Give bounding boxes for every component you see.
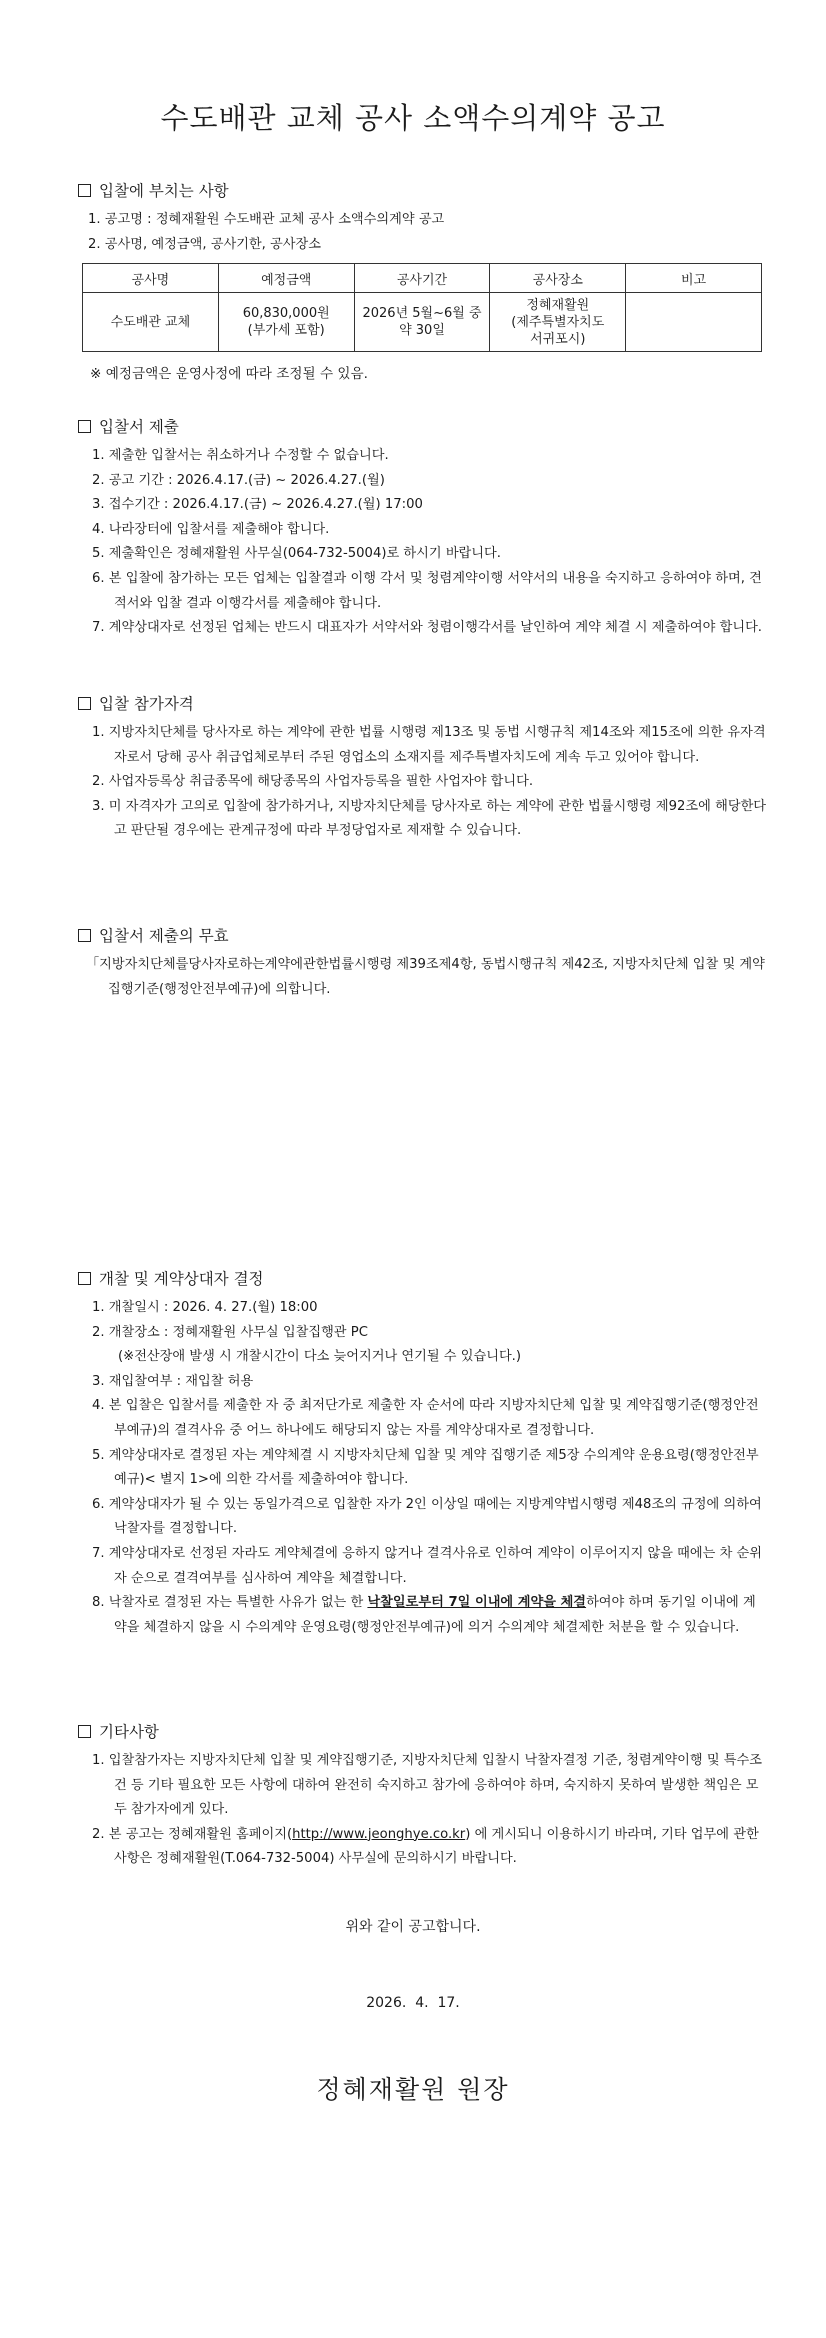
list-item: 3. 접수기간 : 2026.4.17.(금) ~ 2026.4.27.(월) 17:00 <box>92 497 423 513</box>
section-bid-submission <box>78 416 768 641</box>
list-item: 6. 본 입찰에 참가하는 모든 업체는 입찰결과 이행 각서 및 청렴계약이행 서약서의 내용을 숙지하고 응하여야 하며, 견적서와 입찰 결과 이행각서를 제출해야 합니다. <box>92 570 762 611</box>
table-cell: 60,830,000원 (부가세 포함) <box>218 293 354 352</box>
table-cell: 수도배관 교체 <box>83 293 219 352</box>
checkbox-square-icon <box>78 1725 91 1738</box>
list-item: 6. 계약상대자가 될 수 있는 동일가격으로 입찰한 자가 2인 이상일 때에는 지방계약법시행령 제48조의 규정에 의하여 낙찰자를 결정합니다. <box>92 1496 762 1537</box>
table-header: 공사기간 <box>354 264 490 293</box>
list-item: 2. 사업자등록상 취급종목에 해당종목의 사업자등록을 필한 사업자야 합니다. <box>92 774 534 790</box>
table-header: 공사장소 <box>490 264 626 293</box>
list-item: 4. 나라장터에 입찰서를 제출해야 합니다. <box>92 521 330 537</box>
contract-deadline-emphasis: 낙찰일로부터 7일 이내에 계약을 체결 <box>367 1595 587 1611</box>
list-item: 1. 개찰일시 : 2026. 4. 27.(월) 18:00 <box>92 1300 318 1315</box>
section-bid-items <box>78 180 768 382</box>
list-item: 8. 낙찰자로 결정된 자는 특별한 사유가 없는 한 낙찰일로부터 7일 이내에 계약을 체결하여야 하며 동기일 이내에 계약을 체결하지 않을 시 수의계약 운영요령(행정안전부예규)에 의거 수의계약 체결제한 처분을 할 수 있습니다. <box>92 1595 756 1635</box>
list-item: 2. 공사명, 예정금액, 공사기한, 공사장소 <box>88 236 322 252</box>
checkbox-square-icon <box>78 697 91 710</box>
bid-table <box>82 263 762 352</box>
table-cell: 정혜재활원 (제주특별자치도 서귀포시) <box>490 293 626 352</box>
table-cell: 2026년 5월~6월 중 약 30일 <box>354 293 490 352</box>
list-item: 1. 공고명 : 정혜재활원 수도배관 교체 공사 소액수의계약 공고 <box>88 212 445 227</box>
list-item: 1. 제출한 입찰서는 취소하거나 수정할 수 없습니다. <box>92 448 389 463</box>
checkbox-square-icon <box>78 1272 91 1285</box>
list-item: 「지방자치단체를당사자로하는계약에관한법률시행령 제39조제4항, 동법시행규칙 제42조, 지방자치단체 입찰 및 계약집행기준(행정안전부예규)에 의합니다. <box>86 957 765 997</box>
list-item: 3. 재입찰여부 : 재입찰 허용 <box>92 1373 254 1389</box>
list-item: 5. 제출확인은 정혜재활원 사무실(064-732-5004)로 하시기 바랍니다. <box>92 546 501 562</box>
checkbox-square-icon <box>78 929 91 942</box>
section-heading: 입찰에 부치는 사항 <box>78 180 768 202</box>
section-heading: 입찰서 제출 <box>78 416 768 438</box>
list-item: 7. 계약상대자로 선정된 자라도 계약체결에 응하지 않거나 결격사유로 인하여 계약이 이루어지지 않을 때에는 차 순위 자 순으로 결격여부를 심사하여 계약을 체결합니다. <box>92 1545 763 1586</box>
list-item: 2. 개찰장소 : 정혜재활원 사무실 입찰집행관 PC <box>92 1324 368 1340</box>
table-row <box>83 293 762 352</box>
page-title: 수도배관 교체 공사 소액수의계약 공고 <box>160 101 666 135</box>
section-heading: 개찰 및 계약상대자 결정 <box>78 1268 768 1290</box>
section-eligibility <box>78 693 768 844</box>
amount-note: ※ 예정금액은 운영사정에 따라 조정될 수 있음. <box>90 366 369 383</box>
table-header: 공사명 <box>83 264 219 293</box>
homepage-link[interactable]: http://www.jeonghye.co.kr <box>292 1826 466 1842</box>
list-item: 7. 계약상대자로 선정된 업체는 반드시 대표자가 서약서와 청렴이행각서를 날인하여 계약 체결 시 제출하여야 합니다. <box>92 620 763 636</box>
table-cell <box>626 293 762 352</box>
section-opening-contract <box>78 1268 768 1640</box>
section-heading: 입찰 참가자격 <box>78 693 768 715</box>
table-header-row <box>83 264 762 293</box>
signature: 정혜재활원 원장 <box>316 2075 510 2104</box>
section-invalid-bids <box>78 925 768 1002</box>
list-item: 3. 미 자격자가 고의로 입찰에 참가하거나, 지방자치단체를 당사자로 하는 계약에 관한 법률시행령 제92조에 해당한다고 판단될 경우에는 관계규정에 따라 부정당업자로 제재할 수 있습니다. <box>92 798 767 839</box>
list-item-note: (※전산장애 발생 시 개찰시간이 다소 늦어지거나 연기될 수 있습니다.) <box>118 1349 522 1365</box>
notice-date: 2026. 4. 17. <box>366 1995 460 2011</box>
list-item: 5. 계약상대자로 결정된 자는 계약체결 시 지방자치단체 입찰 및 계약 집행기준 제5장 수의계약 운용요령(행정안전부예규)< 별지 1>에 의한 각서를 제출하여야 합니다. <box>92 1447 759 1488</box>
section-other-matters <box>78 1721 768 1872</box>
table-header: 예정금액 <box>218 264 354 293</box>
checkbox-square-icon <box>78 184 91 197</box>
table-header: 비고 <box>626 264 762 293</box>
list-item: 2. 공고 기간 : 2026.4.17.(금) ~ 2026.4.27.(월) <box>92 472 385 488</box>
closing-statement: 위와 같이 공고합니다. <box>345 1919 481 1935</box>
list-item: 1. 입찰참가자는 지방자치단체 입찰 및 계약집행기준, 지방자치단체 입찰시 낙찰자결정 기준, 청렴계약이행 및 특수조건 등 기타 필요한 모든 사항에 대하여 완전히 숙지하고 참가에 응하여야 하며, 숙지하지 못하여 발생한 책임은 모두 참가자에게 있다. <box>92 1753 763 1818</box>
list-item: 2. 본 공고는 정혜재활원 홈페이지(http://www.jeonghye.co.kr) 에 게시되니 이용하시기 바라며, 기타 업무에 관한 사항은 정혜재활원(T.064-732-5004) 사무실에 문의하시기 바랍니다. <box>92 1826 759 1867</box>
list-item: 1. 지방자치단체를 당사자로 하는 계약에 관한 법률 시행령 제13조 및 동법 시행규칙 제14조와 제15조에 의한 유자격자로서 당해 공사 취급업체로부터 주된 영업소의 소재지를 제주특별자치도에 계속 두고 있어야 합니다. <box>92 725 766 765</box>
section-heading: 입찰서 제출의 무효 <box>78 925 768 947</box>
list-item: 4. 본 입찰은 입찰서를 제출한 자 중 최저단가로 제출한 자 순서에 따라 지방자치단체 입찰 및 계약집행기준(행정안전부예규)의 결격사유 중 어느 하나에도 해당되지 않는 자를 계약상대자로 결정합니다. <box>92 1398 759 1438</box>
section-heading: 기타사항 <box>78 1721 768 1743</box>
checkbox-square-icon <box>78 420 91 433</box>
